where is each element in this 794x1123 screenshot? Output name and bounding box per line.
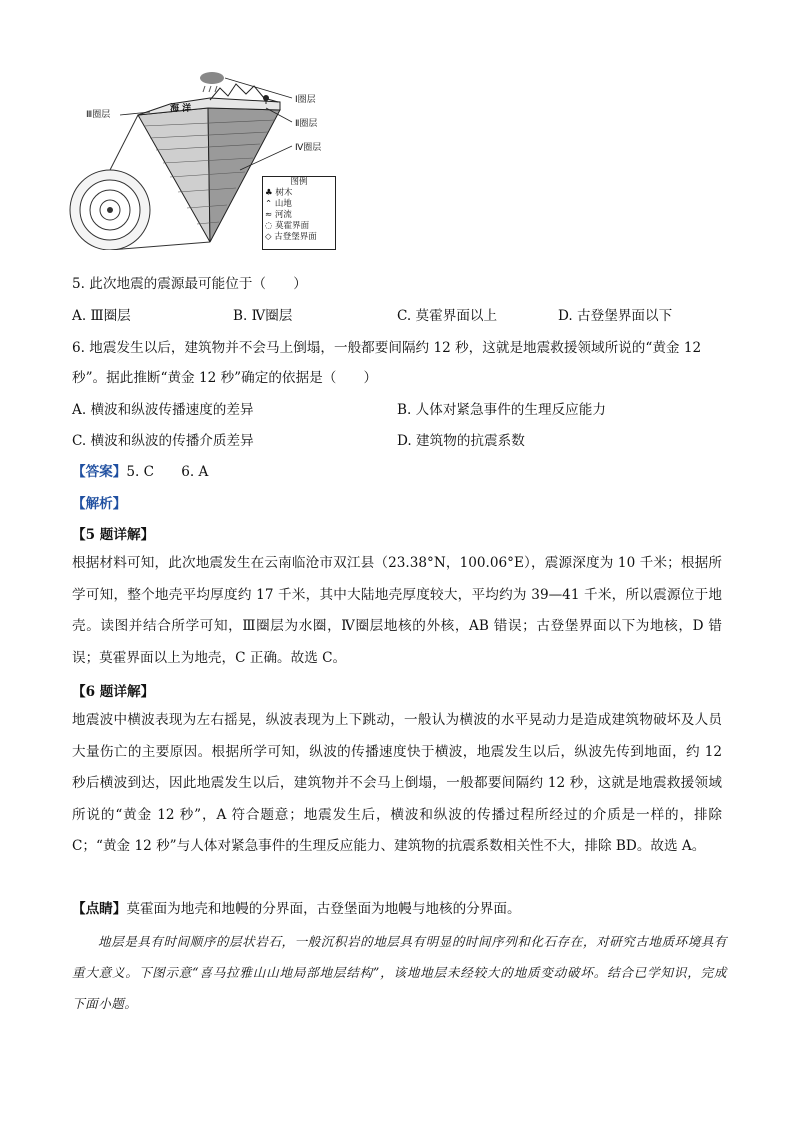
legend-item-gutenberg: ◇ 古登堡界面 [265, 232, 317, 242]
river-icon: ≈ [265, 210, 273, 220]
layer-2-label: Ⅱ圈层 [295, 119, 318, 129]
note-text: 莫霍面为地壳和地幔的分界面，古登堡面为地幔与地核的分界面。 [126, 901, 521, 917]
dotted-circle-icon: ◌ [265, 221, 273, 231]
legend-title: 图例 [290, 177, 308, 187]
layer-3-label: Ⅲ圈层 [86, 110, 111, 120]
legend-item-tree: ♣ 树木 [265, 188, 293, 198]
q6-option-c: C. 横波和纵波的传播介质差异 [72, 433, 254, 449]
note-label: 【点睛】 [72, 901, 127, 917]
answer-label: 【答案】 [72, 464, 127, 480]
answer-text: 5. C 6. A [126, 464, 209, 480]
detail6-text: 地震波中横波表现为左右摇晃，纵波表现为上下跳动，一般认为横波的水平晃动力是造成建筑物破坏及人员大量伤亡的主要原因。根据所学可知，纵波的传播速度快于横波，地震发生以后，纵波先传到地面，约 12 秒后横波到达，因此地震发生以后，建筑物并不会马上倒塌，一般都要间隔约 12 秒，这就是地震救援领域所说的“黄金 12 秒”，A 符合题意；地震发生后，横波和纵波的传播过程所经过的介质是一样的，排除 C；“黄金 12 秒”与人体对紧急事件的生理反应能力、建筑物的抗震系数相关性不大，排除 BD。故选 A。 [72, 712, 722, 854]
q5-option-c: C. 莫霍界面以上 [397, 308, 498, 324]
q6-stem-line2: 秒”。据此推断“黄金 12 秒”确定的依据是（ ） [72, 370, 378, 386]
q5-option-a: A. Ⅲ圈层 [72, 308, 131, 324]
legend-item-mountain: ⌃ 山地 [265, 199, 292, 209]
answer-line [72, 462, 208, 482]
detail5-header: 【5 题详解】 [72, 527, 155, 543]
legend-item-moho: ◌ 莫霍界面 [265, 221, 310, 231]
tree-icon: ♣ [265, 188, 273, 198]
q6-option-a: A. 横波和纵波传播速度的差异 [72, 402, 254, 418]
q6-option-b: B. 人体对紧急事件的生理反应能力 [397, 402, 606, 418]
layer-4-label: Ⅳ圈层 [295, 143, 322, 153]
detail5-text: 根据材料可知，此次地震发生在云南临沧市双江县（23.38°N，100.06°E），震源深度为 10 千米；根据所学可知，整个地壳平均厚度约 17 千米，其中大陆地壳厚度较大，平均约为 39—41 千米，所以震源位于地壳。读图并结合所学可知，Ⅲ圈层为水圈，Ⅳ圈层地核的外核，AB 错误；古登堡界面以下为地核，D 错误；莫霍界面以上为地壳，C 正确。故选 C。 [72, 555, 722, 666]
q5-stem: 5. 此次地震的震源最可能位于（ ） [72, 276, 307, 292]
legend-item-river: ≈ 河流 [265, 210, 292, 220]
figure-legend [262, 176, 336, 250]
detail6-header: 【6 题详解】 [72, 684, 155, 700]
mountain-icon: ⌃ [265, 199, 273, 209]
analysis-label: 【解析】 [72, 496, 127, 512]
next-material-text: 地层是具有时间顺序的层状岩石，一般沉积岩的地层具有明显的时间序列和化石存在，对研究古地质环境具有重大意义。下图示意“喜马拉雅山山地局部地层结构”，该地地层未经较大的地质变动破坏。结合已学知识，完成下面小题。 [72, 934, 727, 1011]
earth-cross-section-circles [70, 170, 150, 250]
q6-stem-line1: 6. 地震发生以后，建筑物并不会马上倒塌，一般都要间隔约 12 秒，这就是地震救援领域所说的“黄金 12 [72, 340, 702, 356]
q5-option-d: D. 古登堡界面以下 [558, 308, 673, 324]
layer-1-label: Ⅰ圈层 [295, 95, 316, 105]
q6-option-d: D. 建筑物的抗震系数 [397, 433, 525, 449]
note-line [72, 899, 521, 919]
ocean-label: 海 洋 [170, 104, 192, 114]
bracket-circle-icon: ◇ [265, 232, 272, 242]
q5-option-b: B. Ⅳ圈层 [233, 308, 293, 324]
